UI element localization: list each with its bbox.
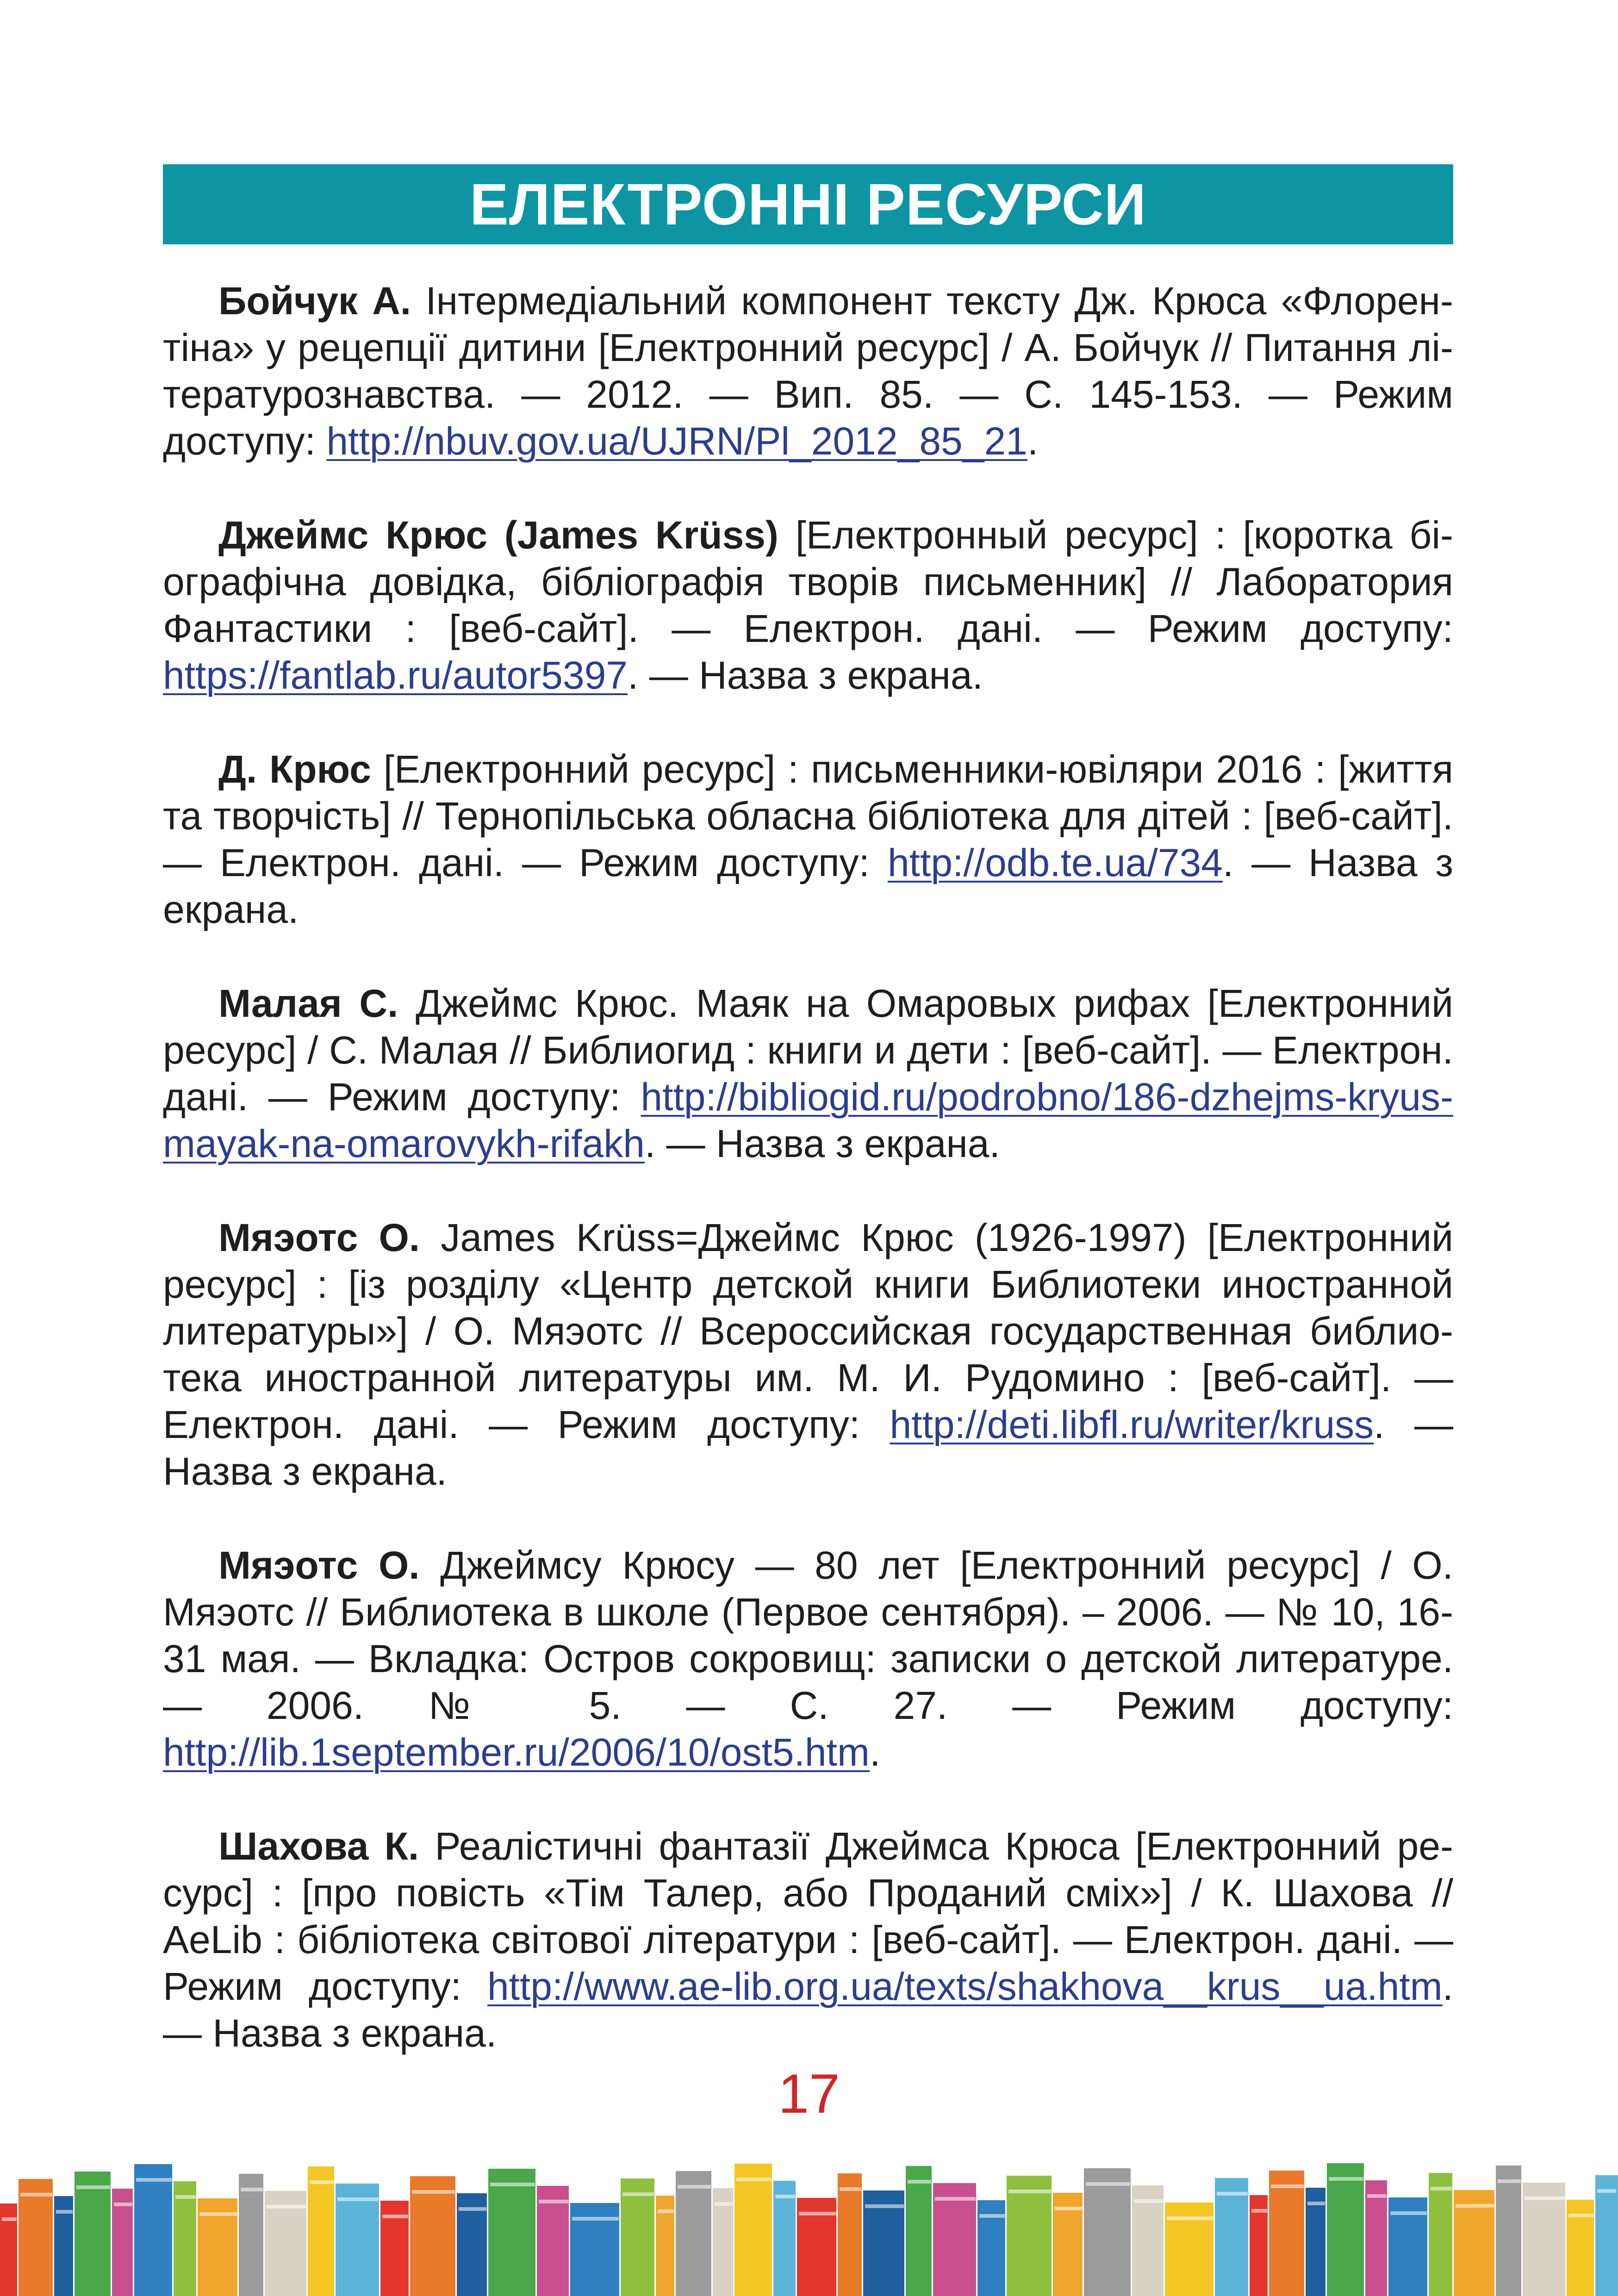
book-spine-band [1456,2204,1494,2208]
book-spine-gap [196,2181,198,2296]
book-spine-band [1498,2179,1521,2183]
book-spine-gap [1304,2171,1306,2296]
book-spine [488,2169,537,2296]
entry-link[interactable]: http://www.ae-lib.org.ua/texts/shakhova__krus__ua.htm [487,1965,1443,2008]
book-spine-gap [17,2203,19,2296]
entry-tail: . [869,1730,881,1774]
book-spine [621,2178,656,2296]
entry-link[interactable]: http://deti.libfl.ru/writer/kruss [890,1403,1374,1446]
entry-author: Бойчук А. [218,279,411,323]
bibliography-entry [163,278,1453,465]
book-spine-gap [569,2186,570,2296]
book-spine [1429,2173,1454,2296]
book-spine-band [1217,2192,1248,2196]
book-spine-gap [73,2196,75,2296]
book-spine-gap [836,2198,838,2296]
book-spine-band [114,2203,132,2206]
book-spine-gap [1131,2168,1132,2296]
bibliography-entry [163,980,1453,1167]
bibliography-list [163,278,1453,2104]
entry-text: James Krüss=Джеймс Крюс (1926-1997) [Електронний ресурс] : [із розділу «Центр детской книги Библиотеки иностранной литературы»] / О. Мяэотс // Всероссийская государственная библиотека иностранной литературы им. М. И. Рудомино : [веб-сайт]. — Електрон. дані. — Режим доступу: [163,1216,1453,1446]
book-spine-gap [1427,2197,1429,2296]
entry-link[interactable]: http://odb.te.ua/734 [887,841,1223,884]
entry-text: Джеймсу Крюсу — 80 лет [Електронний ресурс] / О. Мяэотс // Библиотека в школе (Первое сентября). – 2006. — № 10, 16-31 мая. — Вкладка: Остров сокровищ: записки о детской литературе. — 2006. № 5. — С. 27. — Режим доступу: [163,1543,1453,1727]
entry-text: [Електронный ресурс] : [коротка біографічна довідка, бібліографія творів письменник] // Лаборатория Фантастики : [веб-сайт]. — Електрон. дані. — Режим доступу: [163,513,1453,650]
entry-author: Д. Крюс [218,747,371,791]
bibliography-entry [163,1823,1453,2057]
book-spine-band [1568,2214,1593,2217]
entry-text: [Електронний ресурс] : письменники-ювіляри 2016 : [життя та творчість] // Тернопільська обласна бібліотека для дітей : [веб-сайт]. — Електрон. дані. — Режим доступу: [163,747,1453,884]
book-spine-gap [1268,2195,1269,2296]
section-header-bar [163,164,1453,244]
book-spine-gap [487,2193,488,2296]
book-spine-band [908,2180,931,2184]
book-spine-band [572,2217,619,2221]
book-spine-band [1134,2199,1163,2203]
book-spine-gap [455,2176,457,2296]
book-spine-band [241,2188,263,2191]
book-spine-gap [904,2190,906,2296]
book-spine-gap [772,2164,773,2296]
book-spine-gap [1452,2173,1454,2296]
book-spine-gap [1494,2190,1496,2296]
book-spine-gap [1521,2165,1523,2296]
book-spine [1595,2175,1618,2296]
entry-author: Мяэотс О. [218,1216,420,1259]
entry-author: Джеймс Крюс (James Krüss) [218,513,778,557]
entry-text: Реалістичні фантазії Джеймса Крюса [Електронний ресурс] : [про повість «Тім Талер, або Проданий сміх»] / К. Шахова // AeLib : бібліотека світової літератури : [веб-сайт]. — Електрон. дані. — Режим доступу: [163,1824,1453,2008]
book-spine-gap [111,2172,112,2296]
book-spine-gap [306,2191,308,2296]
book-spine-gap [53,2179,54,2296]
book-spine-band [1329,2177,1363,2181]
bibliography-entry [163,512,1453,699]
entry-link[interactable]: http://lib.1september.ru/2006/10/ost5.htm [163,1730,870,1774]
entry-tail: . — Назва з екрана. [163,1965,1453,2055]
book-spine-band [1390,2211,1427,2215]
book-spine [239,2174,265,2296]
book-spine-band [1167,2216,1213,2220]
book-spine-band [1008,2190,1051,2193]
book-spine-gap [1005,2200,1007,2296]
entry-text: Джеймс Крюс. Маяк на Омаровых рифах [Електронний ресурс] / С. Малая // Библиогид : книги и дети : [веб-сайт]. — Електрон. дані. — Режим доступу: [163,982,1453,1119]
book-spine-band [459,2207,486,2211]
book-spine-band [736,2178,772,2181]
book-spine-gap [619,2203,621,2296]
book-spine-band [1431,2187,1452,2190]
book-spine-gap [409,2201,410,2296]
book-spine [1496,2165,1523,2296]
book-spine-band [337,2197,379,2201]
book-spine-band [76,2185,110,2189]
book-spine [1327,2163,1365,2296]
book-spine-band [310,2180,334,2184]
book-spine [838,2173,863,2296]
entry-tail: . [1027,419,1039,463]
book-spine-gap [263,2174,265,2296]
book-spine-gap [976,2183,977,2296]
book-spine [1215,2178,1250,2296]
book-spine-gap [133,2189,134,2296]
entry-tail: . — Назва з екрана. [644,1122,1000,1165]
book-spine-band [412,2190,455,2194]
book-spine-gap [1052,2176,1053,2296]
book-spine-gap [1083,2193,1084,2296]
book-spine-gap [237,2198,239,2296]
section-title: ЕЛЕКТРОННІ РЕСУРСИ [469,172,1147,237]
book-spine-gap [1565,2183,1567,2296]
book-spine-band [1086,2182,1130,2186]
book-spine [410,2176,457,2296]
book-spine [734,2164,773,2296]
book-spine-band [1307,2202,1325,2205]
book-spine-gap [1387,2180,1388,2296]
book-spine [1084,2168,1132,2296]
book-spine [1269,2171,1306,2296]
book-spine-band [539,2200,568,2203]
book-spine-band [1367,2194,1387,2198]
book-spine-band [1271,2184,1304,2188]
book-spine-band [799,2212,836,2215]
bookshelf-decoration [0,2157,1618,2296]
book-spine-band [175,2195,196,2199]
book-spine-band [490,2183,535,2186]
book-spine-gap [674,2196,676,2296]
book-spine-band [865,2204,904,2208]
book-spine-band [775,2195,795,2198]
book-spine-gap [1164,2185,1165,2296]
book-spine-gap [1326,2188,1327,2296]
book-spine-band [935,2197,976,2201]
book-spine-band [2,2217,17,2221]
book-spine-gap [862,2173,863,2296]
book-spine-band [1597,2189,1616,2193]
book-spine-band [979,2214,1005,2218]
book-spine-gap [733,2188,734,2296]
bibliography-entry [163,1214,1453,1495]
entry-tail: . — Назва з екрана. [163,841,1453,931]
book-spine-band [658,2209,674,2213]
book-spine [75,2172,112,2296]
book-spine-gap [1214,2203,1215,2296]
book-spine-gap [535,2169,537,2296]
book-spine-band [715,2202,733,2206]
book-spine-band [267,2205,306,2209]
entry-author: Малая С. [218,982,398,1025]
entry-author: Мяэотс О. [218,1543,420,1587]
book-spine-band [136,2178,172,2182]
book-spine-band [678,2185,711,2189]
book-spine-gap [172,2164,174,2296]
book-spine [308,2166,336,2296]
book-spine [1007,2176,1053,2296]
book-spine-band [840,2187,861,2191]
page-number: 17 [778,2063,840,2125]
entry-link[interactable]: http://bibliogid.ru/podrobno/186-dzhejms-kryus-mayak-na-omarovykh-rifakh [163,1075,1453,1165]
book-spine-band [382,2215,408,2218]
book-spine-gap [379,2184,380,2296]
entry-author: Шахова К. [218,1824,419,1868]
book-spine-band [1251,2209,1267,2213]
book-spine-band [622,2192,654,2196]
book-spine-band [1055,2207,1082,2210]
book-spine-gap [654,2178,656,2296]
book-spine-gap [711,2171,713,2296]
book-spine [676,2171,713,2296]
book-spine-gap [334,2166,336,2296]
book-spine-band [56,2210,73,2214]
book-spine-gap [796,2181,797,2296]
bibliography-entry [163,1542,1453,1776]
entry-text: Інтермедіальний компонент тексту Дж. Крюса «Флорентіна» у рецепції дитини [Електронний ресурс] / А. Бойчук // Питання літературознавства. — 2012. — Вип. 85. — С. 145-153. — Режим доступу: [163,279,1453,463]
entry-tail: . — Назва з екрана. [163,1403,1453,1493]
book-spine-band [199,2212,237,2216]
entry-link[interactable]: https://fantlab.ru/autor5397 [163,653,628,697]
book-spine [134,2164,174,2296]
book-spine-gap [932,2166,933,2296]
book-spine-gap [1594,2200,1595,2296]
entry-link[interactable]: http://nbuv.gov.ua/UJRN/Pl_2012_85_21 [326,419,1027,463]
book-spine-gap [1248,2178,1250,2296]
entry-tail: . — Назва з екрана. [628,653,983,697]
book-spine-band [20,2193,52,2196]
book-spine [906,2166,933,2296]
bibliography-entry [163,746,1453,933]
book-spine-band [1525,2196,1565,2200]
book-spine-gap [1364,2163,1365,2296]
